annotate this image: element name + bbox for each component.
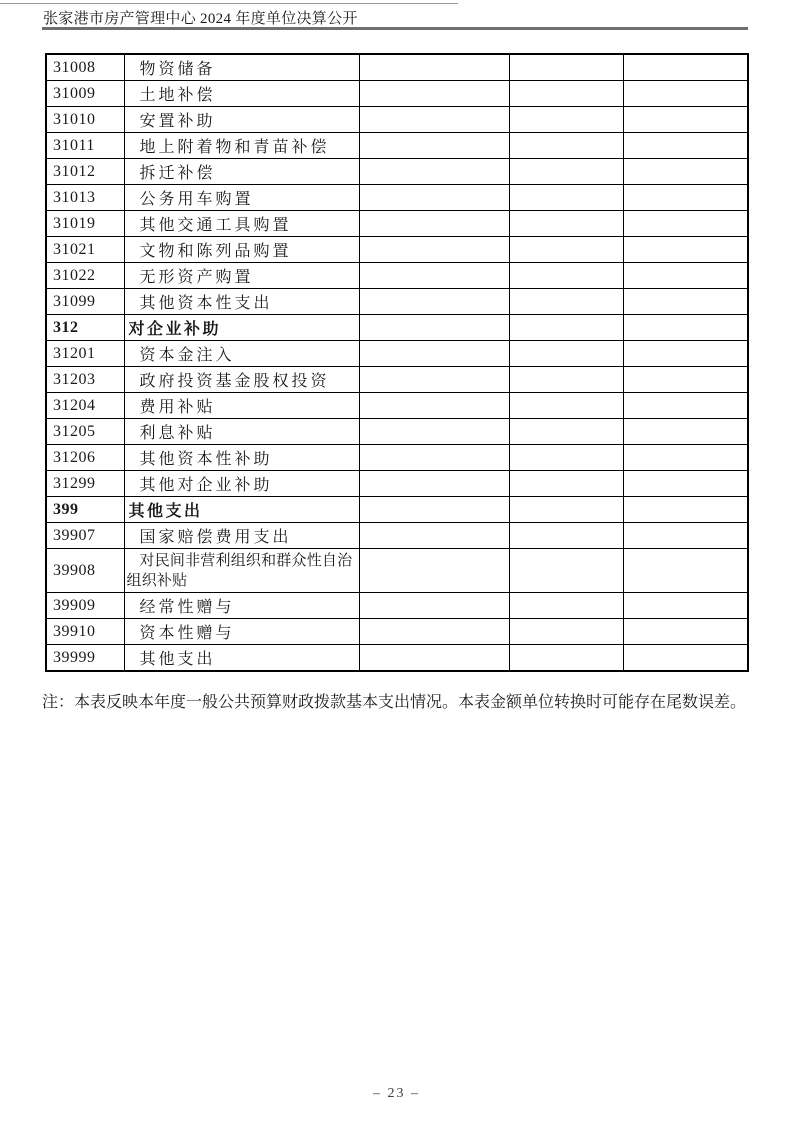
value-cell: [359, 419, 509, 445]
value-cell: [509, 471, 623, 497]
value-cell: [359, 619, 509, 645]
value-cell: [623, 619, 748, 645]
category-name-cell: 物资储备: [124, 54, 359, 81]
code-cell: 31011: [46, 133, 124, 159]
category-name-cell: 公务用车购置: [124, 185, 359, 211]
value-cell: [509, 263, 623, 289]
category-name-cell: 国家赔偿费用支出: [124, 523, 359, 549]
value-cell: [623, 185, 748, 211]
table-row: [46, 263, 748, 289]
code-cell: 31099: [46, 289, 124, 315]
value-cell: [359, 54, 509, 81]
table-row: [46, 445, 748, 471]
value-cell: [359, 593, 509, 619]
category-name-cell: 无形资产购置: [124, 263, 359, 289]
category-name-cell: 其他支出: [124, 645, 359, 672]
table-row: [46, 393, 748, 419]
code-cell: 31008: [46, 54, 124, 81]
table-row: [46, 645, 748, 672]
value-cell: [509, 81, 623, 107]
value-cell: [509, 107, 623, 133]
category-name-cell: 其他交通工具购置: [124, 211, 359, 237]
table-row: [46, 549, 748, 593]
value-cell: [623, 367, 748, 393]
value-cell: [359, 81, 509, 107]
value-cell: [623, 81, 748, 107]
code-cell: 39999: [46, 645, 124, 672]
value-cell: [359, 549, 509, 593]
value-cell: [359, 315, 509, 341]
category-name-cell: 安置补助: [124, 107, 359, 133]
value-cell: [359, 159, 509, 185]
value-cell: [509, 54, 623, 81]
value-cell: [359, 211, 509, 237]
table-row: [46, 619, 748, 645]
value-cell: [359, 341, 509, 367]
table-row: [46, 211, 748, 237]
value-cell: [623, 159, 748, 185]
code-cell: 31022: [46, 263, 124, 289]
category-name-cell: 费用补贴: [124, 393, 359, 419]
value-cell: [359, 237, 509, 263]
category-name-cell: 资本金注入: [124, 341, 359, 367]
category-name-cell: 经常性赠与: [124, 593, 359, 619]
code-cell: 31299: [46, 471, 124, 497]
code-cell: 399: [46, 497, 124, 523]
code-cell: 31201: [46, 341, 124, 367]
value-cell: [623, 419, 748, 445]
code-cell: 31012: [46, 159, 124, 185]
code-cell: 31205: [46, 419, 124, 445]
value-cell: [509, 237, 623, 263]
category-name-cell: 其他资本性补助: [124, 445, 359, 471]
value-cell: [359, 393, 509, 419]
code-cell: 312: [46, 315, 124, 341]
table-row: [46, 315, 748, 341]
value-cell: [509, 341, 623, 367]
value-cell: [623, 393, 748, 419]
value-cell: [623, 54, 748, 81]
table-row: [46, 81, 748, 107]
value-cell: [623, 263, 748, 289]
category-name-cell: 利息补贴: [124, 419, 359, 445]
table-row: [46, 471, 748, 497]
value-cell: [509, 593, 623, 619]
category-name-cell: 对企业补助: [124, 315, 359, 341]
value-cell: [509, 549, 623, 593]
value-cell: [359, 107, 509, 133]
category-name-cell: 其他支出: [124, 497, 359, 523]
value-cell: [509, 315, 623, 341]
value-cell: [623, 593, 748, 619]
document-header-title: 张家港市房产管理中心 2024 年度单位决算公开: [43, 11, 358, 27]
page-footer: [0, 1084, 793, 1102]
value-cell: [509, 159, 623, 185]
code-cell: 31013: [46, 185, 124, 211]
table-row: [46, 593, 748, 619]
category-name-cell: 土地补偿: [124, 81, 359, 107]
category-name-cell: 资本性赠与: [124, 619, 359, 645]
value-cell: [509, 445, 623, 471]
value-cell: [623, 211, 748, 237]
table-row: [46, 497, 748, 523]
value-cell: [359, 645, 509, 672]
value-cell: [509, 367, 623, 393]
table-row: [46, 523, 748, 549]
table-row: [46, 237, 748, 263]
category-name-cell: 文物和陈列品购置: [124, 237, 359, 263]
category-name-cell: 政府投资基金股权投资: [124, 367, 359, 393]
category-name-cell: 其他对企业补助: [124, 471, 359, 497]
table-row: [46, 54, 748, 81]
page-number: – 23 –: [373, 1086, 420, 1101]
value-cell: [623, 289, 748, 315]
value-cell: [623, 645, 748, 672]
table-note: 注：本表反映本年度一般公共预算财政拨款基本支出情况。本表金额单位转换时可能存在尾数误差。: [42, 694, 747, 711]
value-cell: [509, 133, 623, 159]
category-name-cell: 地上附着物和青苗补偿: [124, 133, 359, 159]
value-cell: [359, 445, 509, 471]
code-cell: 39909: [46, 593, 124, 619]
value-cell: [359, 289, 509, 315]
code-cell: 39907: [46, 523, 124, 549]
value-cell: [359, 367, 509, 393]
value-cell: [509, 211, 623, 237]
header-rule: [42, 27, 748, 30]
code-cell: 31019: [46, 211, 124, 237]
value-cell: [509, 645, 623, 672]
table-body: [46, 54, 748, 671]
value-cell: [509, 393, 623, 419]
table-row: [46, 289, 748, 315]
table-row: [46, 133, 748, 159]
code-cell: 31206: [46, 445, 124, 471]
value-cell: [509, 419, 623, 445]
value-cell: [623, 315, 748, 341]
table-row: [46, 159, 748, 185]
value-cell: [623, 523, 748, 549]
value-cell: [359, 523, 509, 549]
value-cell: [359, 471, 509, 497]
table-row: [46, 185, 748, 211]
code-cell: 31204: [46, 393, 124, 419]
value-cell: [509, 185, 623, 211]
value-cell: [623, 549, 748, 593]
value-cell: [623, 107, 748, 133]
table-row: [46, 341, 748, 367]
table-row: [46, 107, 748, 133]
value-cell: [623, 471, 748, 497]
value-cell: [623, 341, 748, 367]
code-cell: 31021: [46, 237, 124, 263]
value-cell: [359, 497, 509, 523]
value-cell: [509, 523, 623, 549]
table-row: [46, 419, 748, 445]
category-name-cell: 拆迁补偿: [124, 159, 359, 185]
table-row: [46, 367, 748, 393]
value-cell: [509, 289, 623, 315]
value-cell: [359, 263, 509, 289]
code-cell: 39910: [46, 619, 124, 645]
code-cell: 39908: [46, 549, 124, 593]
code-cell: 31010: [46, 107, 124, 133]
category-name-cell: 其他资本性支出: [124, 289, 359, 315]
code-cell: 31203: [46, 367, 124, 393]
code-cell: 31009: [46, 81, 124, 107]
value-cell: [623, 497, 748, 523]
value-cell: [359, 185, 509, 211]
value-cell: [509, 619, 623, 645]
value-cell: [623, 133, 748, 159]
value-cell: [623, 445, 748, 471]
page-top-divider: [0, 3, 458, 4]
value-cell: [623, 237, 748, 263]
value-cell: [509, 497, 623, 523]
category-name-cell: 对民间非营利组织和群众性自治组织补贴: [124, 549, 359, 593]
expenditure-table: [45, 53, 749, 672]
value-cell: [359, 133, 509, 159]
